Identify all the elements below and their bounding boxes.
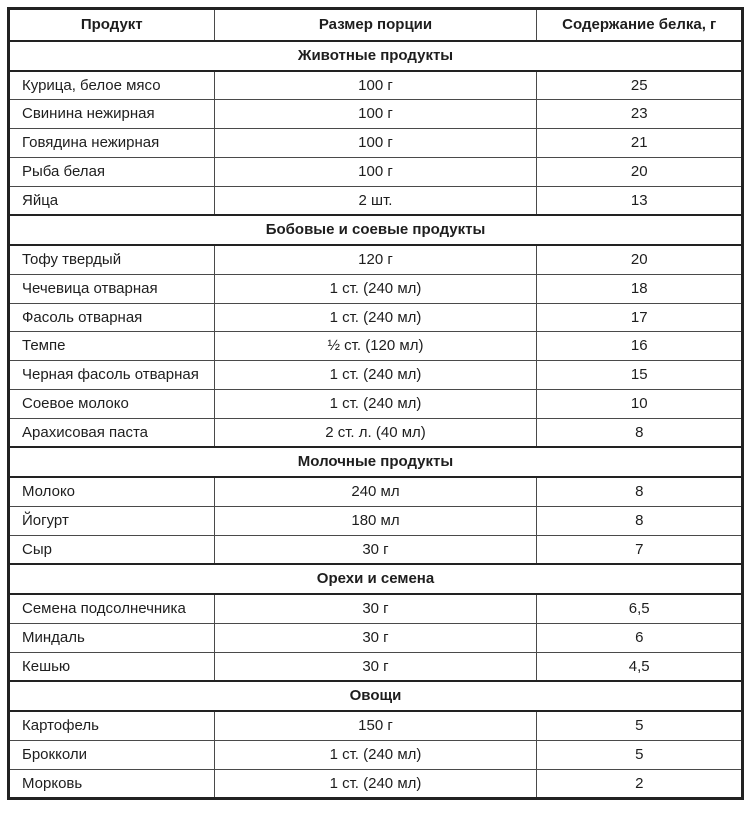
product-cell: Брокколи xyxy=(9,740,215,769)
product-cell: Семена подсолнечника xyxy=(9,594,215,623)
section-row xyxy=(9,681,743,711)
section-row xyxy=(9,215,743,245)
protein-cell: 23 xyxy=(537,100,743,129)
product-cell: Курица, белое мясо xyxy=(9,71,215,100)
product-cell: Черная фасоль отварная xyxy=(9,361,215,390)
product-cell: Сыр xyxy=(9,535,215,564)
product-cell: Йогурт xyxy=(9,506,215,535)
product-cell: Миндаль xyxy=(9,623,215,652)
table-row xyxy=(9,100,743,129)
table-row xyxy=(9,274,743,303)
product-cell: Молоко xyxy=(9,477,215,506)
portion-cell: 1 ст. (240 мл) xyxy=(214,769,537,799)
table-row xyxy=(9,594,743,623)
table-body xyxy=(9,41,743,799)
product-cell: Говядина нежирная xyxy=(9,129,215,158)
product-cell: Морковь xyxy=(9,769,215,799)
header-product: Продукт xyxy=(9,9,215,41)
product-cell: Яйца xyxy=(9,186,215,215)
portion-cell: 180 мл xyxy=(214,506,537,535)
section-title: Орехи и семена xyxy=(9,564,743,594)
table-row xyxy=(9,157,743,186)
table-row xyxy=(9,332,743,361)
portion-cell: 30 г xyxy=(214,652,537,681)
protein-cell: 16 xyxy=(537,332,743,361)
table-row xyxy=(9,186,743,215)
protein-cell: 8 xyxy=(537,477,743,506)
product-cell: Темпе xyxy=(9,332,215,361)
portion-cell: 30 г xyxy=(214,594,537,623)
portion-cell: 30 г xyxy=(214,535,537,564)
portion-cell: 100 г xyxy=(214,71,537,100)
portion-cell: 240 мл xyxy=(214,477,537,506)
product-cell: Фасоль отварная xyxy=(9,303,215,332)
product-cell: Тофу твердый xyxy=(9,245,215,274)
protein-cell: 8 xyxy=(537,418,743,447)
table-row xyxy=(9,418,743,447)
portion-cell: 1 ст. (240 мл) xyxy=(214,274,537,303)
table-row xyxy=(9,623,743,652)
protein-cell: 7 xyxy=(537,535,743,564)
portion-cell: 2 шт. xyxy=(214,186,537,215)
product-cell: Картофель xyxy=(9,711,215,740)
portion-cell: 100 г xyxy=(214,100,537,129)
protein-cell: 5 xyxy=(537,740,743,769)
table-row xyxy=(9,245,743,274)
header-row xyxy=(9,9,743,41)
protein-content-table xyxy=(7,7,744,800)
product-cell: Рыба белая xyxy=(9,157,215,186)
portion-cell: 150 г xyxy=(214,711,537,740)
portion-cell: 100 г xyxy=(214,157,537,186)
table-row xyxy=(9,740,743,769)
table-row xyxy=(9,535,743,564)
header-portion-size: Размер порции xyxy=(214,9,537,41)
table-row xyxy=(9,389,743,418)
table-row xyxy=(9,71,743,100)
protein-cell: 4,5 xyxy=(537,652,743,681)
protein-cell: 15 xyxy=(537,361,743,390)
portion-cell: 1 ст. (240 мл) xyxy=(214,303,537,332)
section-title: Молочные продукты xyxy=(9,447,743,477)
product-cell: Чечевица отварная xyxy=(9,274,215,303)
protein-cell: 18 xyxy=(537,274,743,303)
protein-cell: 5 xyxy=(537,711,743,740)
portion-cell: ½ ст. (120 мл) xyxy=(214,332,537,361)
section-title: Бобовые и соевые продукты xyxy=(9,215,743,245)
protein-cell: 25 xyxy=(537,71,743,100)
table-row xyxy=(9,303,743,332)
protein-cell: 17 xyxy=(537,303,743,332)
product-cell: Кешью xyxy=(9,652,215,681)
portion-cell: 1 ст. (240 мл) xyxy=(214,389,537,418)
table-row xyxy=(9,506,743,535)
table-row xyxy=(9,652,743,681)
product-cell: Свинина нежирная xyxy=(9,100,215,129)
section-title: Овощи xyxy=(9,681,743,711)
section-row xyxy=(9,41,743,71)
portion-cell: 30 г xyxy=(214,623,537,652)
table-row xyxy=(9,361,743,390)
protein-cell: 20 xyxy=(537,245,743,274)
section-title: Животные продукты xyxy=(9,41,743,71)
section-row xyxy=(9,564,743,594)
section-row xyxy=(9,447,743,477)
protein-cell: 21 xyxy=(537,129,743,158)
portion-cell: 2 ст. л. (40 мл) xyxy=(214,418,537,447)
product-cell: Соевое молоко xyxy=(9,389,215,418)
table-row xyxy=(9,129,743,158)
table-row xyxy=(9,711,743,740)
protein-cell: 13 xyxy=(537,186,743,215)
portion-cell: 120 г xyxy=(214,245,537,274)
table-row xyxy=(9,769,743,799)
protein-cell: 8 xyxy=(537,506,743,535)
protein-cell: 2 xyxy=(537,769,743,799)
portion-cell: 1 ст. (240 мл) xyxy=(214,740,537,769)
protein-cell: 6,5 xyxy=(537,594,743,623)
portion-cell: 1 ст. (240 мл) xyxy=(214,361,537,390)
protein-cell: 20 xyxy=(537,157,743,186)
table-row xyxy=(9,477,743,506)
header-protein-content: Содержание белка, г xyxy=(537,9,743,41)
product-cell: Арахисовая паста xyxy=(9,418,215,447)
protein-cell: 10 xyxy=(537,389,743,418)
portion-cell: 100 г xyxy=(214,129,537,158)
protein-cell: 6 xyxy=(537,623,743,652)
